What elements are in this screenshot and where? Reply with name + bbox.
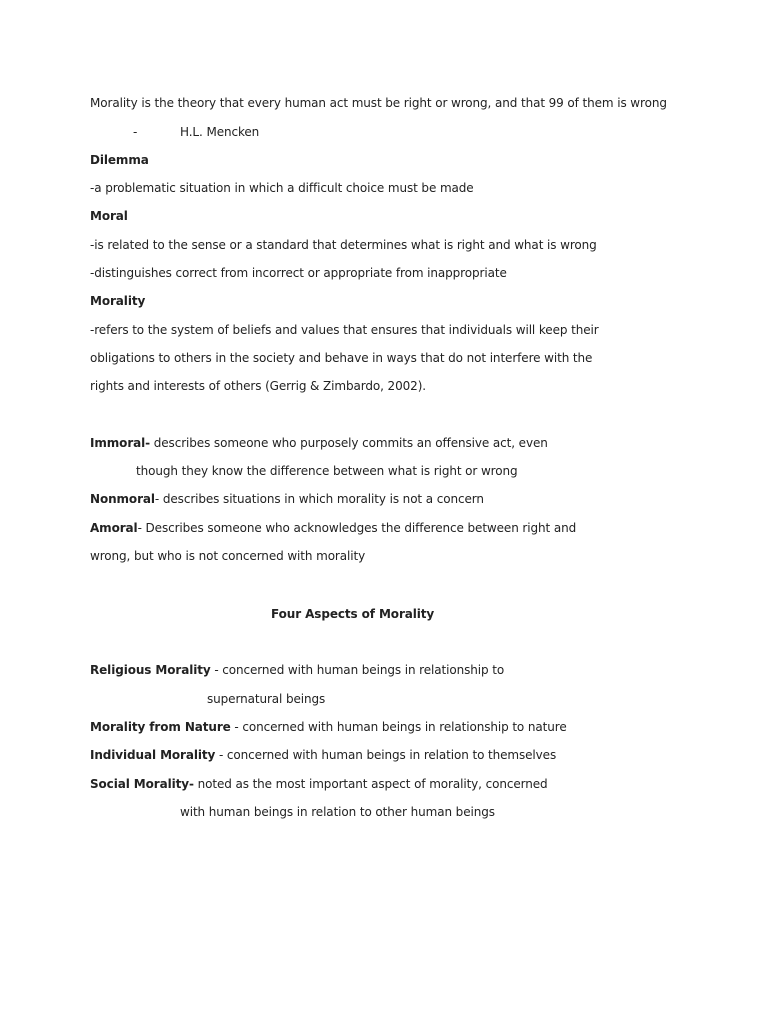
quote-dash: - <box>133 125 138 139</box>
immoral-entry <box>90 435 548 451</box>
moral-definition-2: -distinguishes correct from incorrect or appropriate from inappropriate <box>90 266 507 280</box>
amoral-description: - Describes someone who acknowledges the difference between right and <box>137 521 577 535</box>
moral-heading: Moral <box>90 209 128 223</box>
nature-morality-entry <box>90 719 567 735</box>
immoral-term: Immoral- <box>90 436 151 450</box>
morality-heading: Morality <box>90 294 146 308</box>
religious-morality-term: Religious Morality <box>90 663 211 677</box>
quote-author: H.L. Mencken <box>180 125 260 139</box>
individual-morality-term: Individual Morality <box>90 748 216 762</box>
nature-morality-term: Morality from Nature <box>90 720 231 734</box>
morality-definition-3: rights and interests of others (Gerrig & Zimbardo, 2002). <box>90 379 426 393</box>
dilemma-definition: -a problematic situation in which a difficult choice must be made <box>90 181 474 195</box>
religious-morality-continuation: supernatural beings <box>207 692 326 706</box>
nonmoral-entry <box>90 491 484 507</box>
dilemma-heading: Dilemma <box>90 153 149 167</box>
social-morality-entry <box>90 776 548 792</box>
immoral-continuation: though they know the difference between what is right or wrong <box>136 464 518 478</box>
aspects-heading: Four Aspects of Morality <box>271 607 435 621</box>
social-morality-continuation: with human beings in relation to other human beings <box>180 805 495 819</box>
amoral-entry <box>90 520 576 536</box>
individual-morality-description: - concerned with human beings in relation to themselves <box>215 748 557 762</box>
moral-definition-1: -is related to the sense or a standard that determines what is right and what is wrong <box>90 238 597 252</box>
religious-morality-entry <box>90 662 504 678</box>
morality-definition-2: obligations to others in the society and behave in ways that do not interfere with the <box>90 351 593 365</box>
quote-text: Morality is the theory that every human act must be right or wrong, and that 99 of them is wrong <box>90 96 667 110</box>
social-morality-term: Social Morality- <box>90 777 194 791</box>
nature-morality-description: - concerned with human beings in relationship to nature <box>230 720 567 734</box>
amoral-continuation: wrong, but who is not concerned with morality <box>90 549 366 563</box>
amoral-term: Amoral <box>90 521 138 535</box>
nonmoral-term: Nonmoral <box>90 492 155 506</box>
social-morality-description: noted as the most important aspect of morality, concerned <box>193 777 548 791</box>
immoral-description: describes someone who purposely commits an offensive act, even <box>150 436 548 450</box>
morality-definition-1: -refers to the system of beliefs and values that ensures that individuals will keep their <box>90 323 599 337</box>
religious-morality-description: - concerned with human beings in relationship to <box>210 663 505 677</box>
nonmoral-description: - describes situations in which morality is not a concern <box>154 492 484 506</box>
individual-morality-entry <box>90 747 556 763</box>
